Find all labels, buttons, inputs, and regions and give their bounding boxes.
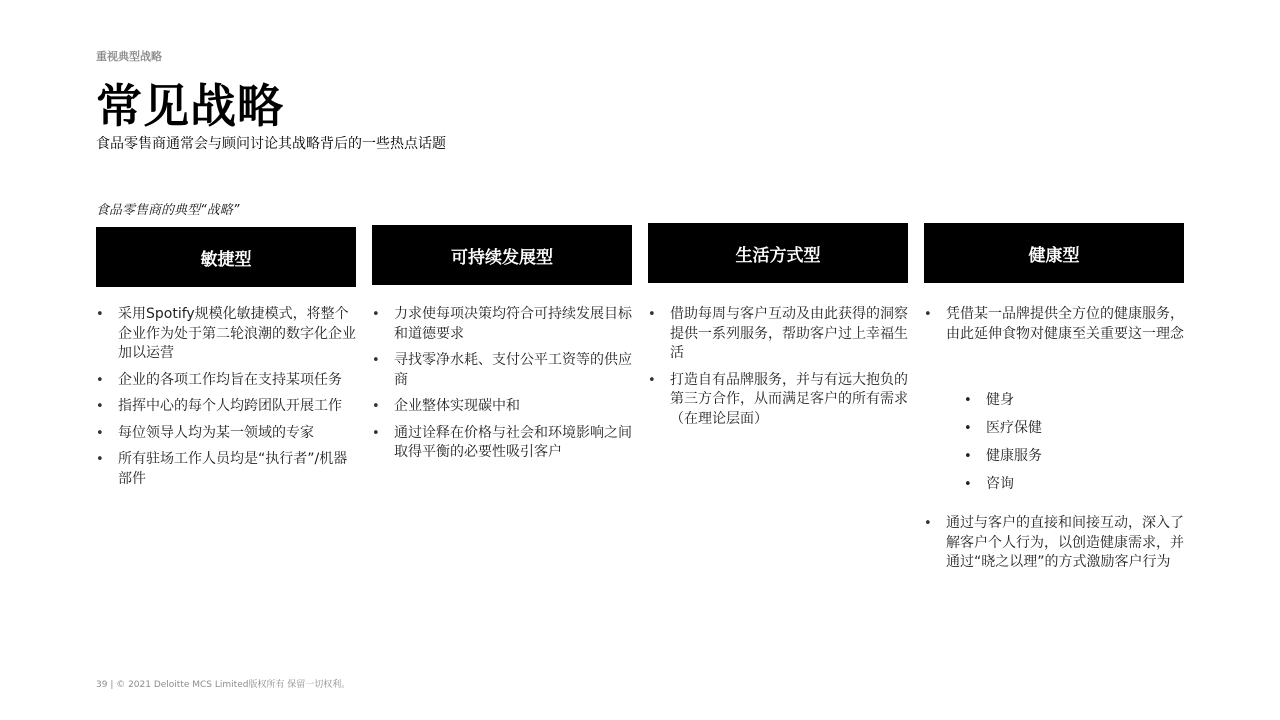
list-item [96,305,358,364]
footer-copyright: 39 | © 2021 Deloitte MCS Limited版权所有 保留一切权利。 [96,680,351,690]
bullet-icon: • [648,307,656,322]
bullet-icon: • [96,452,104,467]
list-item [372,305,634,344]
list-item-text: 通过诠释在价格与社会和环境影响之间取得平衡的必要性吸引客户 [394,424,632,460]
section-label: 食品零售商的典型“战略” [96,203,240,218]
page-title: 常见战略 [96,79,284,133]
list-item-text: 力求使每项决策均符合可持续发展目标和道德要求 [394,306,632,342]
sub-list-item [964,391,1042,410]
bullet-icon: • [964,449,972,464]
list-item [96,397,358,417]
sub-list-item [964,475,1042,494]
bullet-list [96,305,358,496]
sub-list-item-text: 医疗保健 [986,420,1042,436]
bullet-icon: • [372,399,380,414]
list-item-text: 凭借某一品牌提供全方位的健康服务，由此延伸食物对健康至关重要这一理念 [946,306,1184,342]
eyebrow: 重视典型战略 [96,50,162,63]
list-item-text: 所有驻场工作人员均是“执行者”/机器部件 [118,451,348,487]
bullet-icon: • [96,372,104,388]
bullet-icon: • [648,372,656,388]
list-item [372,351,634,390]
list-item-text: 寻找零净水耗、支付公平工资等的供应商 [394,352,632,388]
column-header: 生活方式型 [648,223,908,283]
list-item [96,450,358,489]
bullet-icon: • [96,307,104,322]
column-header: 健康型 [924,223,1184,283]
bullet-icon: • [372,425,380,441]
column-header: 可持续发展型 [372,225,632,285]
sub-bullet-list [964,391,1042,503]
bullet-icon: • [924,307,932,322]
list-item [96,424,358,444]
sub-list-item [964,447,1042,466]
bullet-list [648,305,910,436]
bullet-list [924,514,1186,580]
bullet-icon: • [372,353,380,368]
list-item-text: 借助每周与客户互动及由此获得的洞察提供一系列服务，帮助客户过上幸福生活 [670,306,908,361]
list-item [372,397,634,417]
list-item [372,424,634,463]
list-item-text: 企业的各项工作均旨在支持某项任务 [118,371,342,388]
list-item-text: 企业整体实现碳中和 [394,398,520,414]
list-item-text: 每位领导人均为某一领域的专家 [118,424,314,441]
column-header: 敏捷型 [96,227,356,287]
bullet-icon: • [96,425,104,441]
list-item [924,305,1186,344]
sub-list-item-text: 健康服务 [986,448,1042,464]
bullet-list [924,305,1186,351]
list-item [96,371,358,391]
sub-list-item-text: 咨询 [986,476,1014,492]
list-item [648,371,910,430]
list-item-text: 采用Spotify规模化敏捷模式，将整个企业作为处于第二轮浪潮的数字化企业加以运营 [118,306,356,361]
sub-list-item [964,419,1042,438]
list-item-text: 指挥中心的每个人均跨团队开展工作 [118,398,342,414]
bullet-icon: • [96,399,104,414]
bullet-icon: • [924,516,932,531]
bullet-icon: • [964,421,972,436]
list-item [648,305,910,364]
bullet-list [372,305,634,470]
bullet-icon: • [372,307,380,322]
bullet-icon: • [964,393,972,408]
sub-list-item-text: 健身 [986,392,1014,408]
page-subtitle: 食品零售商通常会与顾问讨论其战略背后的一些热点话题 [96,136,446,152]
bullet-icon: • [964,477,972,492]
list-item [924,514,1186,573]
list-item-text: 打造自有品牌服务，并与有远大抱负的第三方合作，从而满足客户的所有需求（在理论层面） [670,371,908,427]
list-item-text: 通过与客户的直接和间接互动，深入了解客户个人行为，以创造健康需求，并通过“晓之以理”的方式激励客户行为 [946,515,1184,570]
